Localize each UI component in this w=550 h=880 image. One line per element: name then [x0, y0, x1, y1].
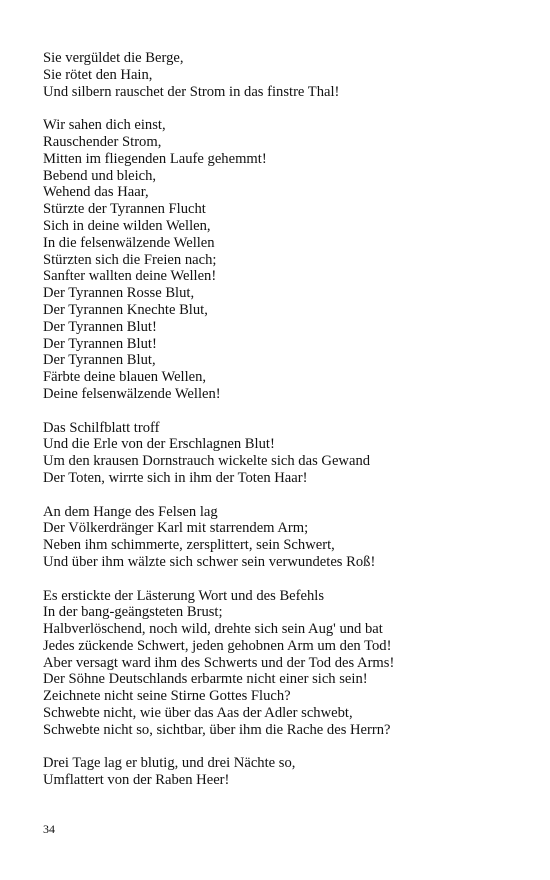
- poem-line: Färbte deine blauen Wellen,: [43, 369, 207, 386]
- stanza: [43, 420, 523, 487]
- poem-line: Der Tyrannen Blut!: [43, 335, 157, 352]
- poem-line: Sie vergüldet die Berge,: [43, 50, 184, 66]
- stanza: [43, 504, 523, 571]
- poem-line: Mitten im fliegenden Laufe gehemmt!: [43, 150, 267, 167]
- poem-line: Rauschender Strom,: [43, 133, 162, 150]
- poem-line: Sich in deine wilden Wellen,: [43, 217, 211, 234]
- stanza: [43, 50, 523, 100]
- poem-line: Das Schilfblatt troff: [43, 419, 160, 436]
- poem-line: Und silbern rauschet der Strom in das finstre Thal!: [43, 83, 340, 100]
- poem-line: Stürzten sich die Freien nach;: [43, 251, 217, 268]
- stanza: [43, 117, 523, 403]
- poem-line: Der Toten, wirrte sich in ihm der Toten Haar!: [43, 469, 308, 486]
- poem-line: Stürzte der Tyrannen Flucht: [43, 201, 206, 218]
- poem-line: Der Tyrannen Blut,: [43, 352, 156, 369]
- poem-line: Der Tyrannen Knechte Blut,: [43, 301, 208, 318]
- poem-line: Sanfter wallten deine Wellen!: [43, 268, 217, 285]
- poem-line: Wir sahen dich einst,: [43, 117, 166, 134]
- poem-line: Neben ihm schimmerte, zersplittert, sein Schwert,: [43, 537, 335, 554]
- poem-line: Und die Erle von der Erschlagnen Blut!: [43, 436, 275, 453]
- poem-line: Der Tyrannen Blut!: [43, 318, 157, 335]
- page-number: 34: [43, 822, 55, 836]
- stanza: [43, 588, 523, 739]
- poem-line: Umflattert von der Raben Heer!: [43, 772, 230, 789]
- poem-line: In der bang-geängsteten Brust;: [43, 604, 223, 621]
- poem-line: Sie rötet den Hain,: [43, 66, 153, 83]
- poem-line: Zeichnete nicht seine Stirne Gottes Fluch?: [43, 688, 291, 705]
- poem-line: Bebend und bleich,: [43, 167, 157, 184]
- poem-line: Aber versagt ward ihm des Schwerts und der Tod des Arms!: [43, 654, 395, 671]
- poem-line: Der Söhne Deutschlands erbarmte nicht einer sich sein!: [43, 671, 368, 688]
- poem-line: Es erstickte der Lästerung Wort und des Befehls: [43, 587, 325, 604]
- poem-line: Halbverlöschend, noch wild, drehte sich sein Aug' und bat: [43, 621, 383, 638]
- poem-line: Und über ihm wälzte sich schwer sein verwundetes Roß!: [43, 553, 376, 570]
- poem-line: Um den krausen Dornstrauch wickelte sich das Gewand: [43, 453, 371, 470]
- poem-line: An dem Hange des Felsen lag: [43, 503, 218, 520]
- poem-text: [43, 50, 523, 806]
- poem-line: Schwebte nicht, wie über das Aas der Adler schwebt,: [43, 705, 353, 722]
- stanza: [43, 755, 523, 789]
- poem-line: Der Tyrannen Rosse Blut,: [43, 285, 195, 302]
- poem-line: Schwebte nicht so, sichtbar, über ihm die Rache des Herrn?: [43, 721, 391, 738]
- poem-line: Der Völkerdränger Karl mit starrendem Arm;: [43, 520, 309, 537]
- poem-line: Jedes zückende Schwert, jeden gehobnen Arm um den Tod!: [43, 637, 392, 654]
- poem-line: Wehend das Haar,: [43, 184, 149, 201]
- poem-line: Drei Tage lag er blutig, und drei Nächte so,: [43, 755, 296, 772]
- poem-line: In die felsenwälzende Wellen: [43, 234, 215, 251]
- poem-line: Deine felsenwälzende Wellen!: [43, 385, 221, 402]
